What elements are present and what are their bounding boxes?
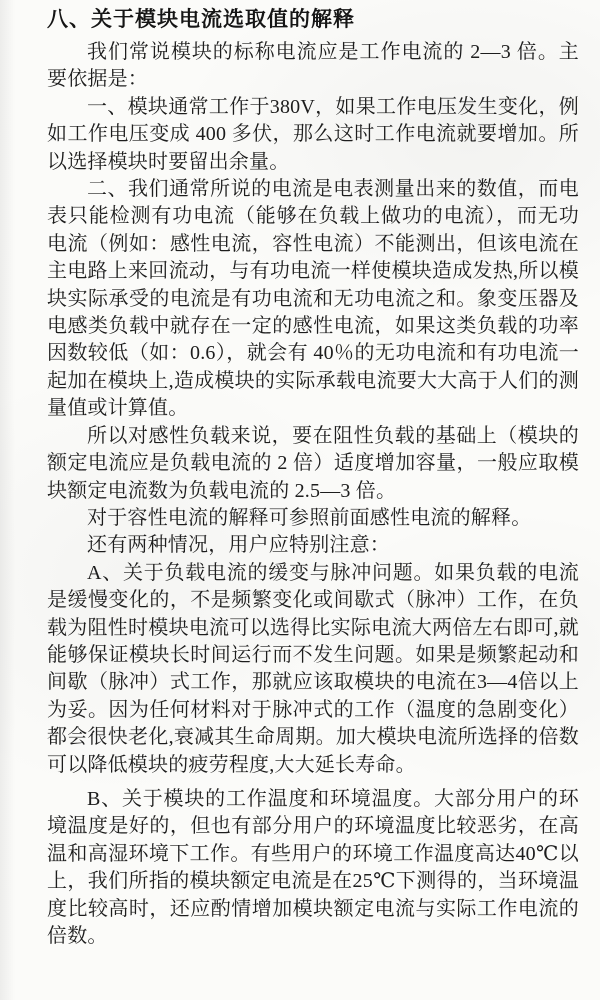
paragraph-case-a: A、关于负载电流的缓变与脉冲问题。如果负载的电流是缓慢变化的，不是频繁变化或间歇式（脉冲）工作，在负载为阻性时模块电流可以选得比实际电流大两倍左右即可,就能够保证模块长时间运行而不发生问题。如果是频繁起动和间歇（脉冲）式工作，那就应该取模块的电流在3—4倍以上为妥。因为任何材料对于脉冲式的工作（温度的急剧变化）都会很快老化,衰减其生命周期。加大模块电流所选择的倍数可以降低模块的疲劳程度,大大延长寿命。 xyxy=(47,561,579,776)
paragraph-case-b: B、关于模块的工作温度和环境温度。大部分用户的环境温度是好的，但也有部分用户的环境温度比较恶劣，在高温和高湿环境下工作。有些用户的环境工作温度高达40℃以上，我们所指的模块额定电流是在25℃下测得的，当环境温度比较高时，还应酌情增加模块额定电流与实际工作电流的倍数。 xyxy=(47,787,579,947)
paragraph-point-1: 一、模块通常工作于380V，如果工作电压发生变化，例如工作电压变成 400 多伏，那么这时工作电流就要增加。所以选择模块时要留出余量。 xyxy=(47,95,579,173)
paragraph-inductive-load: 所以对感性负载来说，要在阻性负载的基础上（模块的额定电流应是负载电流的 2 倍）适度增加容量，一般应取模块额定电流数为负载电流的 2.5—3 倍。 xyxy=(47,424,579,502)
paragraph-point-2: 二、我们通常所说的电流是电表测量出来的数值，而电表只能检测有功电流（能够在负载上做功的电流），而无功电流（例如：感性电流，容性电流）不能测出，但该电流在主电路上来回流动，与有功电流一样使模块造成发热,所以模块实际承受的电流是有功电流和无功电流之和。象变压器及电感类负载中就存在一定的感性电流，如果这类负载的功率因数较低（如：0.6），就会有 40％的无功电流和有功电流一起加在模块上,造成模块的实际承载电流要大大高于人们的测量值或计算值。 xyxy=(47,178,579,420)
paragraph-capacitive-note: 对于容性电流的解释可参照前面感性电流的解释。 xyxy=(87,506,532,529)
document-body xyxy=(47,6,579,950)
paragraph-two-cases-note: 还有两种情况，用户应特别注意： xyxy=(87,534,390,557)
section-heading: 八、关于模块电流选取值的解释 xyxy=(47,8,355,31)
paragraph-intro: 我们常说模块的标称电流应是工作电流的 2—3 倍。主要依据是： xyxy=(47,41,579,91)
